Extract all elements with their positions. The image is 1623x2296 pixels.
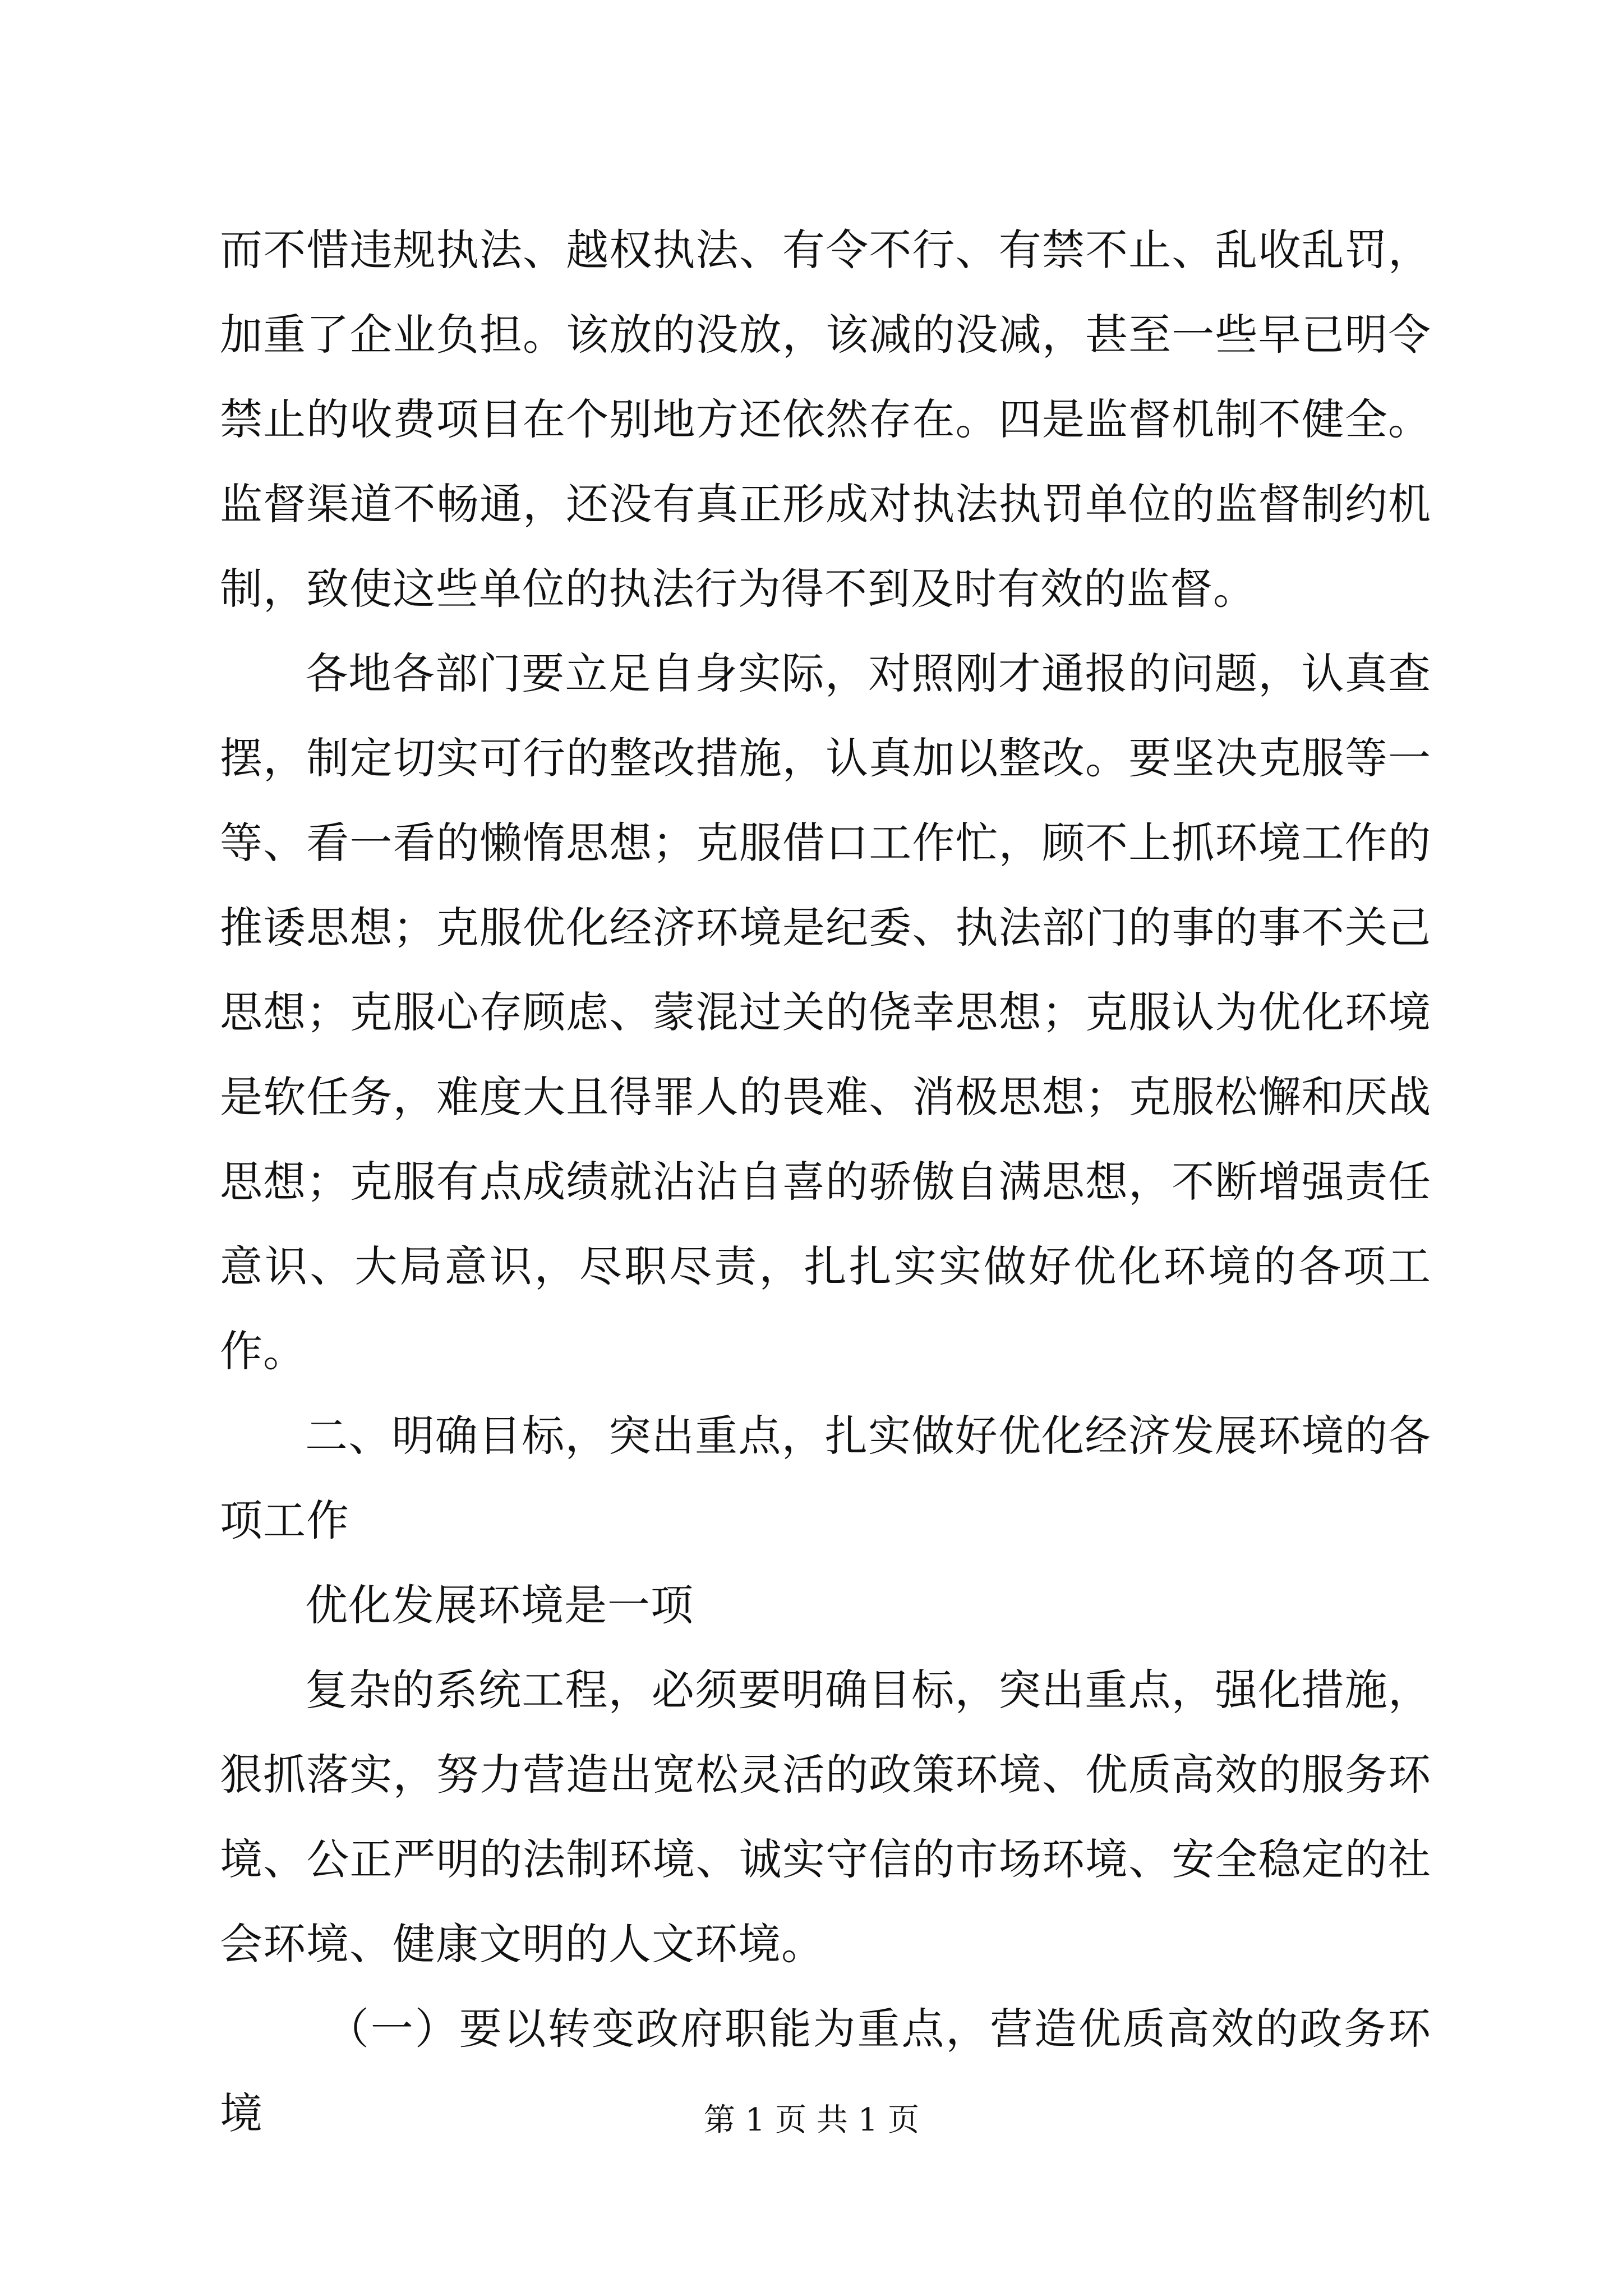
paragraph-continuation: 而不惜违规执法、越权执法、有令不行、有禁不止、乱收乱罚，加重了企业负担。该放的没放，该减的没减，甚至一些早已明令禁止的收费项目在个别地方还依然存在。四是监督机制不健全。监督渠道不畅通，还没有真正形成对执法执罚单位的监督制约机制，致使这些单位的执法行为得不到及时有效的监督。	[220, 225, 1431, 614]
paragraph-fragment: 优化发展环境是一项	[305, 1580, 694, 1630]
paragraph-goals: 复杂的系统工程，必须要明确目标，突出重点，强化措施，狠抓落实，努力营造出宽松灵活的政策环境、优质高效的服务环境、公正严明的法制环境、诚实守信的市场环境、安全稳定的社会环境、健康文明的人文环境。	[220, 1665, 1431, 1969]
document-body	[220, 208, 1431, 2156]
paragraph-rectification: 各地各部门要立足自身实际，对照刚才通报的问题，认真查摆，制定切实可行的整改措施，认真加以整改。要坚决克服等一等、看一看的懒惰思想；克服借口工作忙，顾不上抓环境工作的推诿思想；克服优化经济环境是纪委、执法部门的事的事不关己思想；克服心存顾虑、蒙混过关的侥幸思想；克服认为优化环境是软任务，难度大且得罪人的畏难、消极思想；克服松懈和厌战思想；克服有点成绩就沾沾自喜的骄傲自满思想，不断增强责任意识、大局意识，尽职尽责，扎扎实实做好优化环境的各项工作。	[220, 648, 1431, 1376]
page-number-label: 第 1 页 共 1 页	[703, 2102, 920, 2138]
section-heading-two: 二、明确目标，突出重点，扎实做好优化经济发展环境的各项工作	[220, 1411, 1431, 1545]
page-footer	[0, 2098, 1623, 2143]
subsection-heading-one: （一）要以转变政府职能为重点，营造优质高效的政务环境	[220, 2004, 1431, 2138]
